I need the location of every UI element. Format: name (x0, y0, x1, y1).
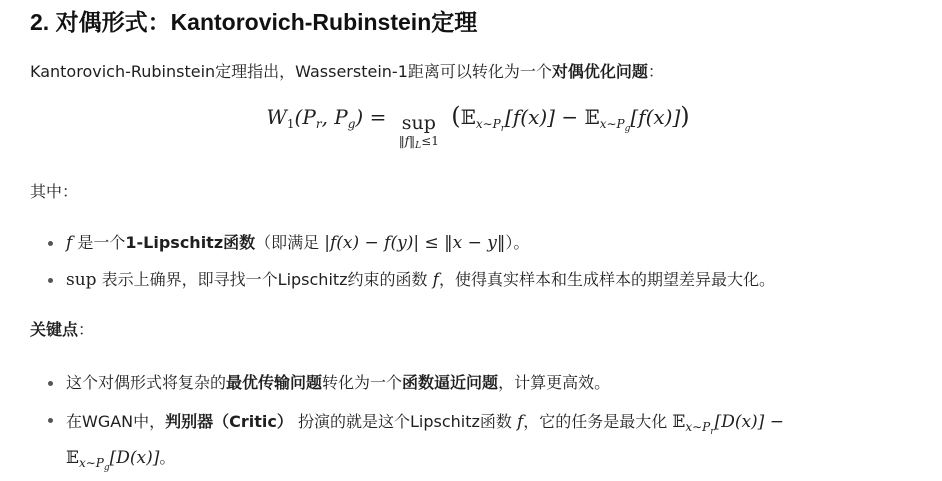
formula-rhs: (𝔼$_{x\sim P_r}$[f(x)] − 𝔼$_{x\sim P_g}$[f(x)]) (451, 102, 690, 134)
bullet-text: ，使得真实样本和生成样本的期望差异最大化。 (438, 270, 775, 289)
math-f: f (66, 233, 73, 253)
formula-sup-constraint: $‖f‖_L\le 1$ (398, 134, 439, 151)
wasserstein-formula (0, 104, 942, 160)
bullet-text: 是一个 (72, 233, 126, 252)
math-f: f (516, 412, 524, 432)
lipschitz-condition: |f(x) − f(y)| ≤ ‖x − y‖ (324, 233, 506, 253)
key-points-bold: 关键点 (30, 320, 79, 339)
list-item (30, 372, 784, 394)
bullet-text: 。 (159, 448, 176, 467)
bullet-bold: 判别器（Critic） (165, 412, 293, 431)
bullet-text: 这个对偶形式将复杂的 (66, 373, 227, 392)
qizhong-label: 其中： (30, 182, 79, 201)
bullet-text: ）。 (505, 233, 530, 252)
critic-objective-line1: 𝔼$_{x\sim P_r}$[D(x)] − (672, 412, 784, 437)
intro-bold: 对偶优化问题 (551, 62, 648, 81)
key-points-list (30, 372, 784, 481)
bullet-bold: 1-Lipschitz函数 (125, 233, 256, 252)
bullet-text: 扮演的就是这个Lipschitz函数 (292, 412, 517, 431)
list-item (30, 409, 784, 481)
formula-sup-word: sup (401, 112, 436, 134)
intro-prefix: Kantorovich-Rubinstein定理指出，Wasserstein-1距离可以转化为一个 (30, 62, 552, 81)
section-heading: 2. 对偶形式：Kantorovich-Rubinstein定理 (30, 9, 478, 35)
bullet-text: （即满足 (255, 233, 325, 252)
math-f: f (432, 270, 439, 290)
intro-suffix: ： (647, 62, 664, 81)
bullet-text: ，计算更高效。 (498, 373, 611, 392)
bullet-text: ，它的任务是最大化 (523, 412, 673, 431)
definition-list (30, 232, 775, 291)
formula-sup (399, 112, 439, 153)
bullet-text: 转化为一个 (322, 373, 403, 392)
math-sup: sup (66, 270, 97, 290)
key-points-label (30, 319, 94, 341)
bullet-bold: 最优传输问题 (226, 373, 323, 392)
intro-paragraph (30, 61, 664, 83)
bullet-bold: 函数逼近问题 (402, 373, 499, 392)
key-points-colon: ： (78, 320, 95, 339)
list-item (30, 269, 775, 291)
bullet-text: 表示上确界，即寻找一个Lipschitz约束的函数 (96, 270, 433, 289)
bullet-text: 在WGAN中， (66, 412, 166, 431)
list-item (30, 232, 775, 254)
formula-lhs: $W_1(P_r$, $P_g$) = (266, 105, 387, 131)
critic-objective-line2: 𝔼$_{x\sim P_g}$[D(x)] (66, 448, 160, 473)
